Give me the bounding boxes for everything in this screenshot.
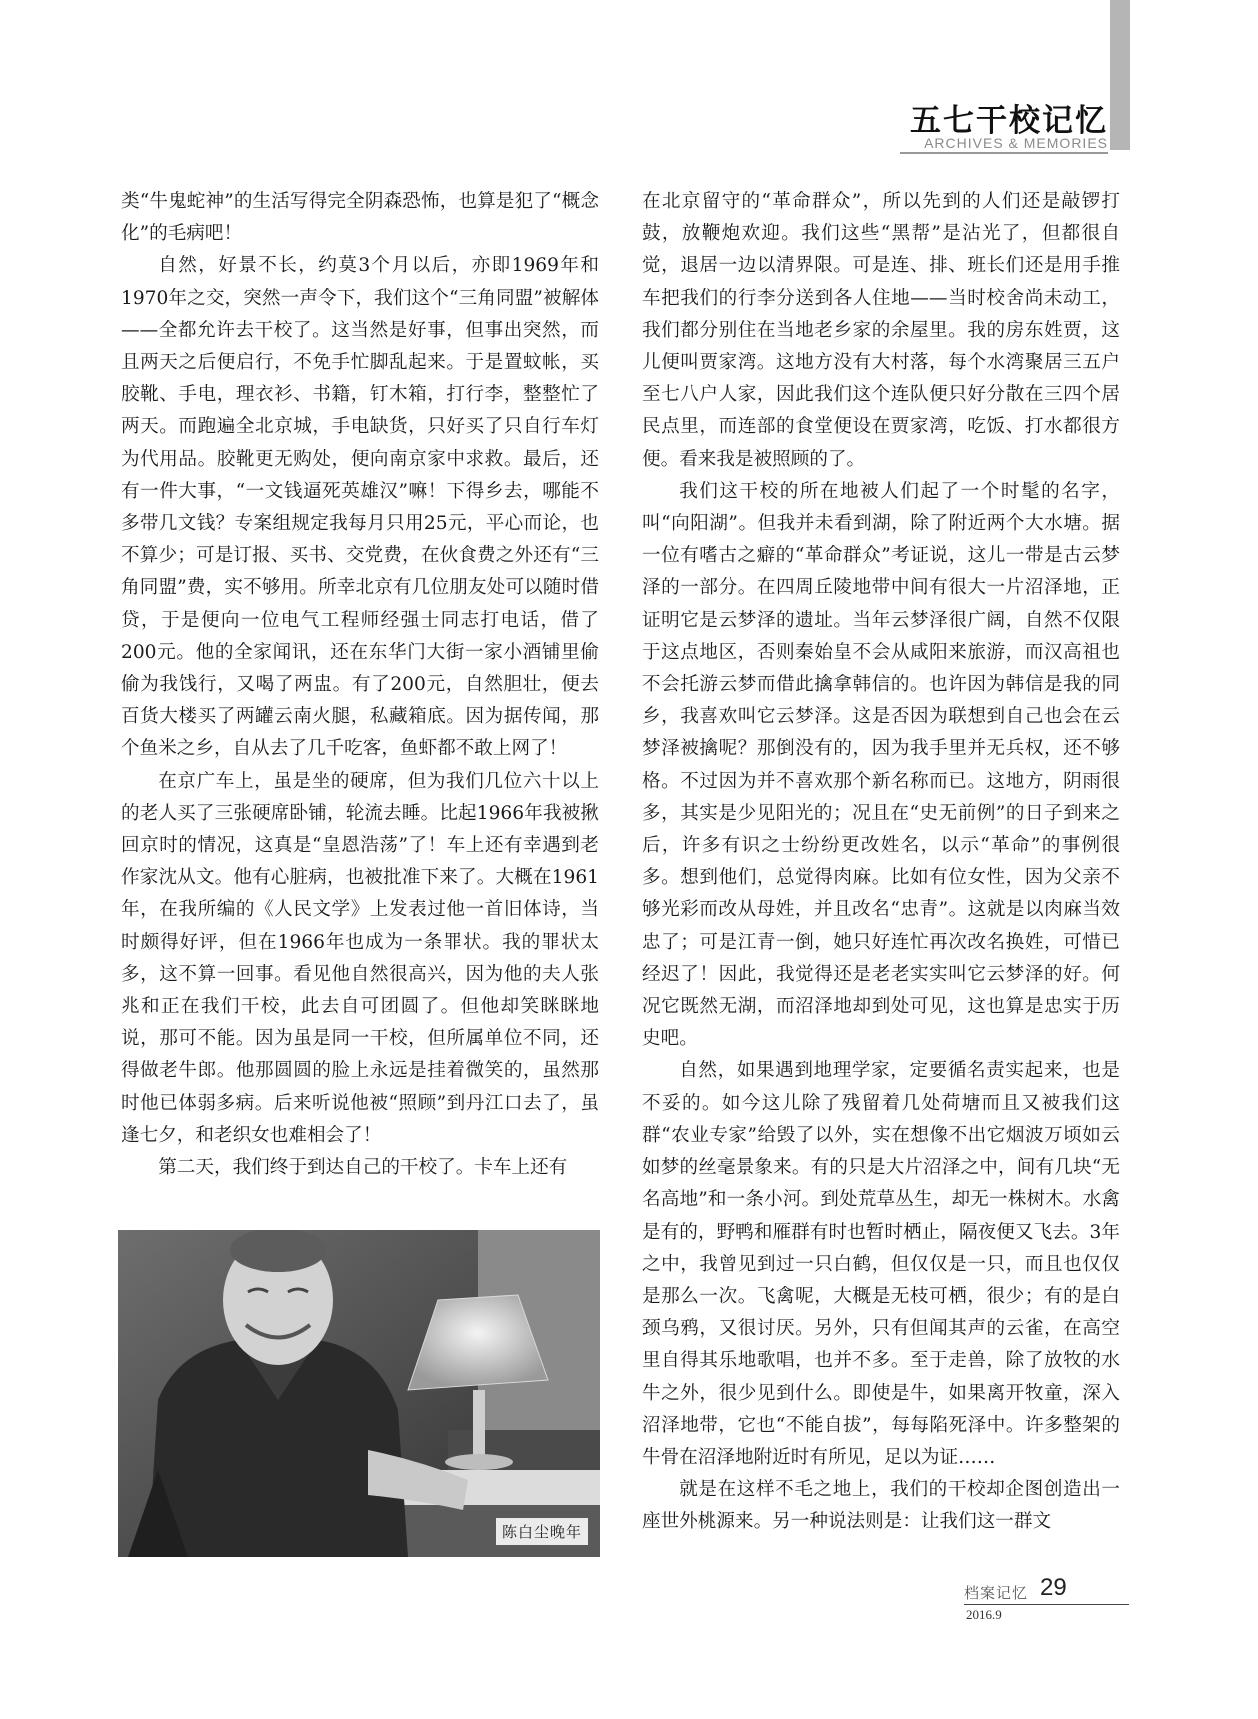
header-divider: [900, 152, 1108, 154]
magazine-name: 档案记忆: [964, 1584, 1029, 1602]
paragraph: 自然，如果遇到地理学家，定要循名责实起来，也是不妥的。如今这儿除了残留着几处荷塘而且又被我们这群“农业专家”给毁了以外，实在想像不出它烟波万顷如云如梦的丝毫景象来。有的只是大片沼泽之中，间有几块“无名高地”和一条小河。到处荒草丛生，却无一株树木。水禽是有的，野鸭和雁群有时也暂时栖止，隔夜便又飞去。3年之中，我曾见到过一只白鹤，但仅仅是一只，而且也仅仅是那么一次。飞禽呢，大概是无枝可栖，很少；有的是白颈乌鸦，又很讨厌。另外，只有但闻其声的云雀，在高空里自得其乐地歌唱，也并不多。至于走兽，除了放牧的水牛之外，很少见到什么。即使是牛，如果离开牧童，深入沼泽地带，它也“不能自拔”，每每陷死泽中。许多整架的牛骨在沼泽地附近时有所见，足以为证……: [642, 1060, 1120, 1468]
paragraph: 在京广车上，虽是坐的硬席，但为我们几位六十以上的老人买了三张硬席卧铺，轮流去睡。比起1966年我被揪回京时的情况，这真是“皇恩浩荡”了！车上还有幸遇到老作家沈从文。他有心脏病，也被批准下来了。大概在1961年，在我所编的《人民文学》上发表过他一首旧体诗，当时颇得好评，但在1966年也成为一条罪状。我的罪状太多，这不算一回事。看见他自然很高兴，因为他的夫人张兆和正在我们干校，此去自可团圆了。但他却笑眯眯地说，那可不能。因为虽是同一干校，但所属单位不同，还得做老牛郎。他那圆圆的脸上永远是挂着微笑的，虽然那时他已体弱多病。后来听说他被“照顾”到丹江口去了，虽逢七夕，和老织女也难相会了！: [121, 770, 599, 1146]
page-number: 29: [1040, 1574, 1067, 1601]
paragraph: 在北京留守的“革命群众”，所以先到的人们还是敲锣打鼓，放鞭炮欢迎。我们这些“黑帮”是沾光了，但都很自觉，退居一边以清界限。可是连、排、班长们还是用手推车把我们的行李分送到各人住地——当时校舍尚未动工，我们都分别住在当地老乡家的余屋里。我的房东姓贾，这儿便叫贾家湾。这地方没有大村落，每个水湾聚居三五户至七八户人家，因此我们这个连队便只好分散在三四个居民点里，而连部的食堂便设在贾家湾，吃饭、打水都很方便。看来我是被照顾的了。: [642, 191, 1120, 470]
section-title: 五七干校记忆: [910, 103, 1108, 139]
paragraph: 自然，好景不长，约莫3个月以后，亦即1969年和1970年之交，突然一声令下，我们这个“三角同盟”被解体——全都允许去干校了。这当然是好事，但事出突然，而且两天之后便启行，不免手忙脚乱起来。于是置蚊帐，买胶靴、手电，理衣衫、书籍，钉木箱，打行李，整整忙了两天。而跑遍全北京城，手电缺货，只好买了只自行车灯为代用品。胶靴更无购处，便向南京家中求救。最后，还有一件大事，“一文钱逼死英雄汉”嘛！下得乡去，哪能不多带几文钱？专案组规定我每月只用25元，平心而论，也不算少；可是订报、买书、交党费，在伙食费之外还有“三角同盟”费，实不够用。所幸北京有几位朋友处可以随时借贷，于是便向一位电气工程师经强士同志打电话，借了200元。他的全家闻讯，还在东华门大街一家小酒铺里偷偷为我饯行，又喝了两盅。有了200元，自然胆壮，便去百货大楼买了两罐云南火腿，私藏箱底。因为据传闻，那个鱼米之乡，自从去了几千吃客，鱼虾都不敢上网了！: [121, 255, 599, 760]
footer-divider: [964, 1604, 1129, 1605]
issue-date: 2016.9: [966, 1607, 1002, 1622]
paragraph: 第二天，我们终于到达自己的干校了。卡车上还有: [158, 1157, 568, 1179]
paragraph: 类“牛鬼蛇神”的生活写得完全阴森恐怖，也算是犯了“概念化”的毛病吧！: [121, 191, 599, 245]
paragraph: 我们这干校的所在地被人们起了一个时髦的名字，叫“向阳湖”。但我并未看到湖，除了附近两个大水塘。据一位有嗜古之癖的“革命群众”考证说，这儿一带是古云梦泽的一部分。在四周丘陵地带中间有很大一片沼泽地，正证明它是云梦泽的遗址。当年云梦泽很广阔，自然不仅限于这点地区，否则秦始皇不会从咸阳来旅游，而汉高祖也不会托游云梦而借此擒拿韩信的。也许因为韩信是我的同乡，我喜欢叫它云梦泽。这是否因为联想到自己也会在云梦泽被擒呢？那倒没有的，因为我手里并无兵权，还不够格。不过因为并不喜欢那个新名称而已。这地方，阴雨很多，其实是少见阳光的；况且在“史无前例”的日子到来之后，许多有识之士纷纷更改姓名，以示“革命”的事例很多。想到他们，总觉得肉麻。比如有位女性，因为父亲不够光彩而改从母姓，并且改名“忠青”。这就是以肉麻当效忠了；可是江青一倒，她只好连忙再次改名换姓，可惜已经迟了！因此，我觉得还是老老实实叫它云梦泽的好。何况它既然无湖，而沼泽地却到处可见，这也算是忠实于历史吧。: [642, 480, 1120, 1050]
section-subtitle: ARCHIVES & MEMORIES: [924, 135, 1108, 151]
photo-caption: 陈白尘晚年: [496, 1518, 588, 1545]
header-gray-bar: [1110, 0, 1130, 150]
photo-image: [118, 1230, 600, 1557]
portrait-photo: [118, 1230, 600, 1557]
right-column: [642, 186, 1120, 1539]
left-column: [121, 186, 599, 1184]
paragraph: 就是在这样不毛之地上，我们的干校却企图创造出一座世外桃源来。另一种说法则是：让我们这一群文: [642, 1479, 1120, 1533]
